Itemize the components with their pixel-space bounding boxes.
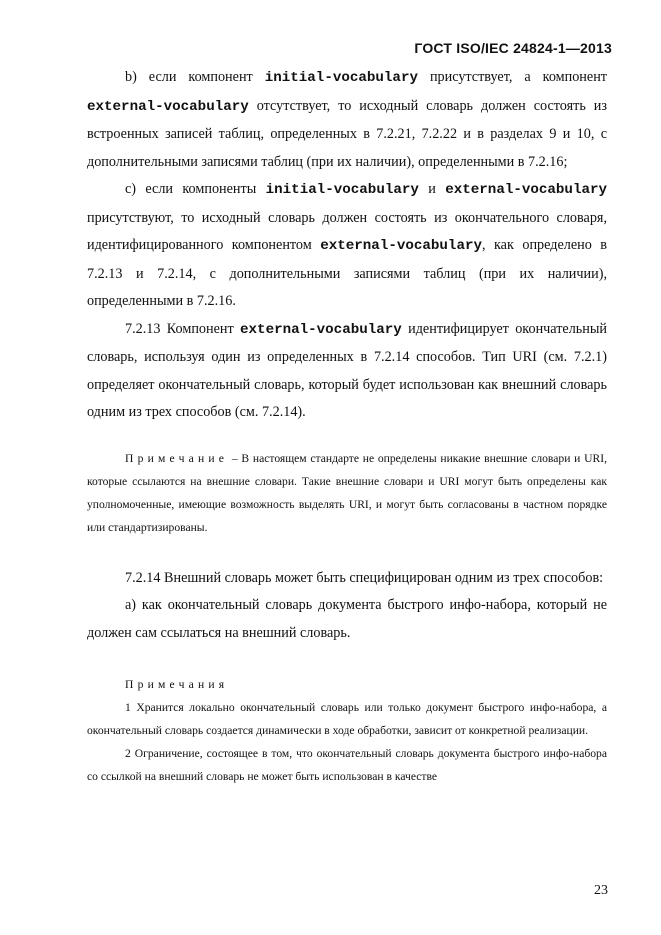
code-term: initial-vocabulary [264, 70, 418, 86]
note-2-1: 1 Хранится локально окончательный словарь или только документ быстрого инфо-набора, а окончательный словарь создается динамически в ходе обработки, зависит от конкретной реализации. [87, 701, 607, 737]
code-term: external-vocabulary [320, 238, 482, 254]
note-label: Примечание [125, 451, 229, 465]
code-term: initial-vocabulary [265, 182, 419, 198]
item-c: c) если компоненты initial-vocabulary и external-vocabulary присутствуют, то исходный словарь должен состоять из окончательного словаря, идентифицированного компонентом external-vocabulary, как определено в 7.2.13 и 7.2.14, с дополнительными записями таблиц (при их наличии), определенными в 7.2.16. [87, 181, 607, 309]
item-b: b) если компонент initial-vocabulary присутствует, а компонент external-vocabulary отсутствует, то исходный словарь должен состоять из встроенных записей таблиц, определенных в 7.2.21, 7.2.22 и в разделах 9 и 10, с дополнительными записями таблиц (при их наличии), определенными в 7.2.16; [87, 69, 607, 170]
section-7-2-14: 7.2.14 Внешний словарь может быть специфицирован одним из трех способов: [125, 569, 604, 586]
notes-heading: Примечания [125, 678, 229, 691]
item-a: a) как окончательный словарь документа быстрого инфо-набора, который не должен сам ссылаться на внешний словарь. [87, 597, 607, 641]
page-body [87, 64, 607, 788]
section-7-2-13: 7.2.13 Компонент external-vocabulary идентифицирует окончательный словарь, используя один из определенных в 7.2.14 способов. Тип URI (см. 7.2.1) определяет окончательный словарь, который будет использован как внешний словарь одним из трех способов (см. 7.2.14). [87, 320, 607, 420]
page-number: 23 [594, 883, 608, 898]
note-1: Примечание – В настоящем стандарте не определены никакие внешние словари и URI, которые ссылаются на внешние словари. Такие внешние словари и URI могут быть определены как уполномоченные, имеющие возможность выделять URI, и могут быть согласованы в частном порядке или стандартизированы. [87, 451, 607, 534]
document-header: ГОСТ ISO/IEC 24824-1—2013 [414, 40, 612, 56]
code-term: external-vocabulary [87, 98, 249, 115]
code-term: external-vocabulary [240, 321, 402, 338]
code-term: external-vocabulary [445, 182, 607, 198]
note-2-2: 2 Ограничение, состоящее в том, что окончательный словарь документа быстрого инфо-набора со ссылкой на внешний словарь не может быть использован в качестве [87, 747, 607, 783]
